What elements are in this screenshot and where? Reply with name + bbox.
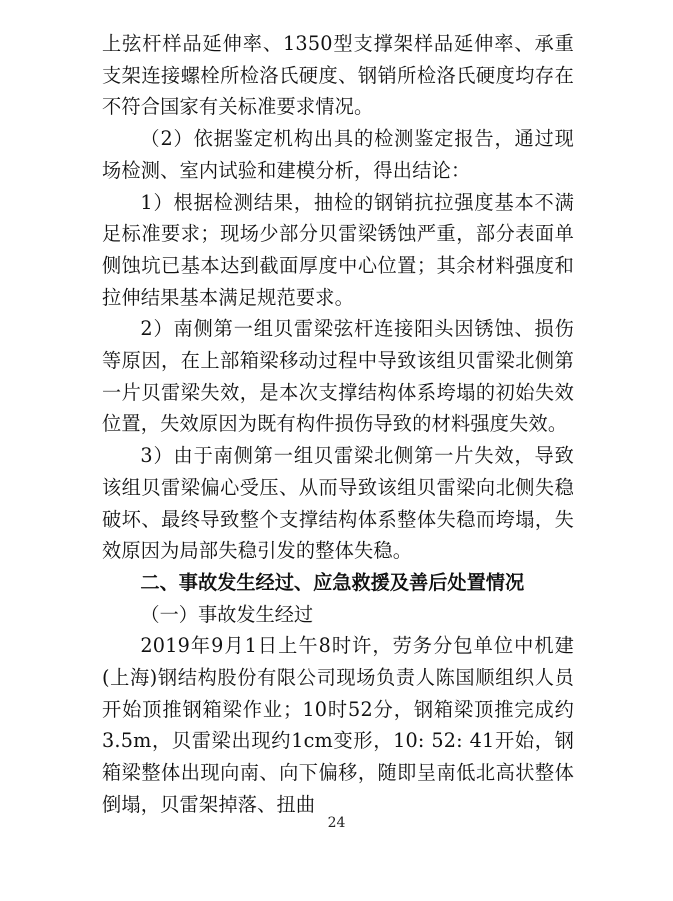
paragraph-conclusion-2: 2）南侧第一组贝雷梁弦杆连接阳头因锈蚀、损伤等原因，在上部箱梁移动过程中导致该组贝雷梁北侧第一片贝雷梁失效，是本次支撑结构体系垮塌的初始失效位置，失效原因为既有构件损伤导致的材料强度失效。 — [102, 317, 574, 436]
paragraph-continued: 上弦杆样品延伸率、1350型支撑架样品延伸率、承重支架连接螺栓所检洛氏硬度、钢销所检洛氏硬度均存在不符合国家有关标准要求情况。 — [102, 32, 574, 119]
page-content — [102, 28, 574, 821]
paragraph-conclusion-intro: （2）依据鉴定机构出具的检测鉴定报告，通过现场检测、室内试验和建模分析，得出结论： — [102, 127, 574, 182]
section-heading: 二、事故发生经过、应急救援及善后处置情况 — [140, 570, 525, 594]
subsection-heading: （一）事故发生经过 — [140, 602, 314, 626]
paragraph-conclusion-3: 3）由于南侧第一组贝雷梁北侧第一片失效，导致该组贝雷梁偏心受压、从而导致该组贝雷梁向北侧失稳破坏、最终导致整个支撑结构体系整体失稳而垮塌，失效原因为局部失稳引发的整体失稳。 — [102, 444, 574, 563]
paragraph-accident-process: 2019年9月1日上午8时许，劳务分包单位中机建(上海)钢结构股份有限公司现场负责人陈国顺组织人员开始顶推钢箱梁作业；10时52分，钢箱梁顶推完成约3.5m，贝雷梁出现约1cm变形，10: 52: 41开始，钢箱梁整体出现向南、向下偏移，随即呈南低北高状整体倒塌，贝雷架掉落、扭曲 — [102, 634, 574, 816]
paragraph-conclusion-1: 1）根据检测结果，抽检的钢销抗拉强度基本不满足标准要求；现场少部分贝雷梁锈蚀严重，部分表面单侧蚀坑已基本达到截面厚度中心位置；其余材料强度和拉伸结果基本满足规范要求。 — [102, 190, 574, 309]
page-number: 24 — [327, 815, 346, 831]
